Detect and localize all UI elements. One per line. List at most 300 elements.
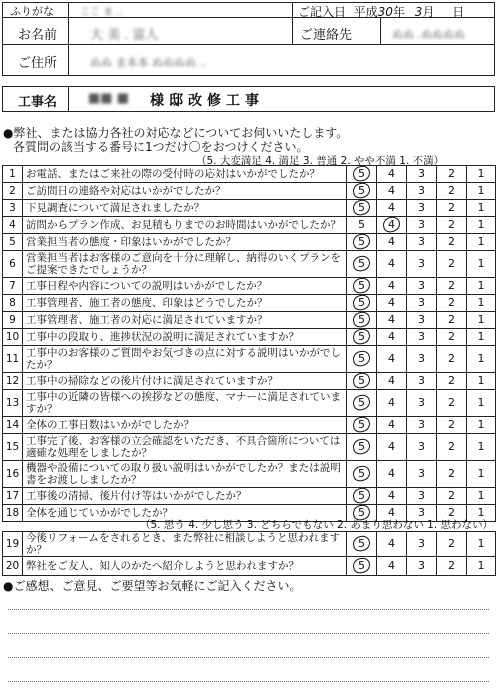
score-option-1[interactable] xyxy=(467,557,496,576)
score-label: 4 xyxy=(388,489,395,502)
question-text: 工事中の段取り、進捗状況の説明に満足されていますか？ xyxy=(23,329,347,346)
score-label: 3 xyxy=(418,257,425,270)
score-label: 1 xyxy=(477,396,485,409)
score-option-5[interactable] xyxy=(347,312,377,329)
score-label: 4 xyxy=(388,467,395,480)
question-number: 12 xyxy=(3,373,23,390)
score-option-5[interactable] xyxy=(347,417,377,434)
score-option-1[interactable] xyxy=(467,200,496,217)
question-number: 15 xyxy=(3,434,23,461)
question-row xyxy=(3,183,496,200)
score-option-1[interactable] xyxy=(467,234,496,251)
question-number: 16 xyxy=(3,461,23,488)
score-option-2[interactable] xyxy=(437,295,467,312)
score-label: 4 xyxy=(388,537,395,550)
score-label: 4 xyxy=(388,235,395,248)
score-option-4[interactable] xyxy=(377,217,407,234)
score-label: 4 xyxy=(388,184,395,197)
score-label: 4 xyxy=(388,559,395,572)
work-name-label: 工事名 xyxy=(18,95,58,110)
score-label: 2 xyxy=(448,184,455,197)
selected-circle-mark xyxy=(351,312,371,329)
question-text: 工事管理者、施工者の態度、印象はどうでしたか？ xyxy=(23,295,347,312)
score-option-1[interactable] xyxy=(467,166,496,183)
question-text: 工事管理者、施工者の対応に満足されていますか？ xyxy=(23,312,347,329)
date-label: ご記入日 xyxy=(298,5,347,19)
score-option-4[interactable] xyxy=(377,557,407,576)
question-row xyxy=(3,312,496,329)
score-label: 2 xyxy=(448,257,455,270)
score-label: 5 xyxy=(358,374,365,387)
question-row xyxy=(3,532,496,557)
header-vline-label xyxy=(68,2,69,76)
score-label: 2 xyxy=(448,467,455,480)
date-month: 3 xyxy=(414,5,423,19)
questions-table xyxy=(2,165,496,522)
score-label: 4 xyxy=(388,218,395,231)
score-option-4[interactable] xyxy=(377,295,407,312)
question-row xyxy=(3,295,496,312)
comment-line xyxy=(8,657,489,658)
score-label: 1 xyxy=(477,235,485,248)
question-text: 全体を通じていかがでしたか？ xyxy=(23,505,347,522)
selected-circle-mark xyxy=(351,254,371,272)
score-option-5[interactable] xyxy=(347,461,377,488)
score-label: 5 xyxy=(358,506,365,519)
contact-label: ご連絡先 xyxy=(300,28,353,43)
score-option-2[interactable] xyxy=(437,217,467,234)
score-label: 1 xyxy=(477,218,485,231)
question-row xyxy=(3,217,496,234)
score-label: 1 xyxy=(477,201,485,214)
question-text: 工事中の近隣の皆様への挨拶などの態度、マナーに満足されていますか？ xyxy=(23,390,347,417)
score-option-5[interactable] xyxy=(347,390,377,417)
score-label: 5 xyxy=(358,218,365,231)
question-number: 10 xyxy=(3,329,23,346)
score-option-3[interactable] xyxy=(407,488,437,505)
score-option-3[interactable] xyxy=(407,329,437,346)
score-label: 3 xyxy=(418,352,425,365)
score-label: 3 xyxy=(418,559,425,572)
intro-scale: （5. 大変満足 4. 満足 3. 普通 2. やや不満 1. 不満） xyxy=(196,155,445,167)
question-number: 9 xyxy=(3,312,23,329)
score-label: 5 xyxy=(358,257,365,270)
question-text: 営業担当者の態度・印象はいかがでしたか？ xyxy=(23,234,347,251)
score-label: 1 xyxy=(477,374,485,387)
score-label: 3 xyxy=(418,296,425,309)
score-label: 3 xyxy=(418,440,425,453)
score-option-1[interactable] xyxy=(467,295,496,312)
score-option-2[interactable] xyxy=(437,166,467,183)
score-option-1[interactable] xyxy=(467,183,496,200)
score-option-2[interactable] xyxy=(437,434,467,461)
score-option-1[interactable] xyxy=(467,217,496,234)
score-option-1[interactable] xyxy=(467,278,496,295)
score-label: 2 xyxy=(448,559,455,572)
score-label: 4 xyxy=(388,418,395,431)
score-label: 2 xyxy=(448,235,455,248)
comments-label: ●ご感想、ご意見、ご要望等お気軽にご記入ください。 xyxy=(3,579,302,593)
score-option-1[interactable] xyxy=(467,373,496,390)
score-label: 3 xyxy=(418,396,425,409)
score-option-4[interactable] xyxy=(377,417,407,434)
score-label: 1 xyxy=(477,279,485,292)
score-option-2[interactable] xyxy=(437,373,467,390)
score-option-5[interactable] xyxy=(347,217,377,234)
score-option-2[interactable] xyxy=(437,251,467,278)
score-option-5[interactable] xyxy=(347,200,377,217)
comment-line xyxy=(8,681,489,682)
score-option-4[interactable] xyxy=(377,251,407,278)
score-label: 2 xyxy=(448,506,455,519)
score-option-4[interactable] xyxy=(377,373,407,390)
score-option-3[interactable] xyxy=(407,251,437,278)
score-label: 3 xyxy=(418,279,425,292)
score-label: 1 xyxy=(477,296,485,309)
question-number: 20 xyxy=(3,557,23,576)
score-option-4[interactable] xyxy=(377,488,407,505)
score-option-4[interactable] xyxy=(377,234,407,251)
score-label: 5 xyxy=(358,235,365,248)
score-label: 4 xyxy=(388,257,395,270)
score-option-2[interactable] xyxy=(437,557,467,576)
score-option-1[interactable] xyxy=(467,417,496,434)
score-label: 3 xyxy=(418,201,425,214)
score-label: 1 xyxy=(477,467,485,480)
score-label: 1 xyxy=(477,559,485,572)
score-label: 4 xyxy=(388,296,395,309)
selected-circle-mark xyxy=(351,557,371,575)
question-number: 2 xyxy=(3,183,23,200)
question-row xyxy=(3,417,496,434)
score-option-5[interactable] xyxy=(347,251,377,278)
score-label: 1 xyxy=(477,489,485,502)
comments-box[interactable] xyxy=(2,591,495,697)
score-label: 1 xyxy=(477,537,485,550)
score-option-3[interactable] xyxy=(407,295,437,312)
score-option-5[interactable] xyxy=(347,295,377,312)
score-label: 2 xyxy=(448,218,455,231)
date-field xyxy=(298,3,464,20)
score-label: 1 xyxy=(477,440,485,453)
score-label: 5 xyxy=(358,313,365,326)
score-option-3[interactable] xyxy=(407,434,437,461)
score-label: 1 xyxy=(477,313,485,326)
score-option-5[interactable] xyxy=(347,346,377,373)
question-number: 19 xyxy=(3,532,23,557)
selected-circle-mark xyxy=(351,417,371,434)
question-text: 営業担当者はお客様のご意向を十分に理解し、納得のいくプランをご提案できたでしょうか？ xyxy=(23,251,347,278)
question-number: 17 xyxy=(3,488,23,505)
score-label: 2 xyxy=(448,279,455,292)
selected-circle-mark xyxy=(351,373,371,390)
score-label: 5 xyxy=(358,352,365,365)
score-option-2[interactable] xyxy=(437,532,467,557)
score-label: 3 xyxy=(418,418,425,431)
selected-circle-mark xyxy=(351,534,371,552)
question-row xyxy=(3,329,496,346)
score-label: 5 xyxy=(358,467,365,480)
score-option-2[interactable] xyxy=(437,488,467,505)
score-label: 1 xyxy=(477,352,485,365)
score-label: 1 xyxy=(477,167,485,180)
selected-circle-mark xyxy=(351,349,371,367)
question-row xyxy=(3,234,496,251)
score-option-1[interactable] xyxy=(467,390,496,417)
header-vline-contact xyxy=(380,17,381,44)
score-label: 3 xyxy=(418,235,425,248)
score-label: 2 xyxy=(448,418,455,431)
question-text: 工事後の清掃、後片付け等はいかがでしたか？ xyxy=(23,488,347,505)
comment-line xyxy=(8,609,489,610)
score-label: 4 xyxy=(388,279,395,292)
score-option-4[interactable] xyxy=(377,346,407,373)
score-label: 4 xyxy=(388,313,395,326)
header-vline-date xyxy=(292,2,293,44)
score-option-3[interactable] xyxy=(407,217,437,234)
question-text: 全体の工事日数はいかがでしたか？ xyxy=(23,417,347,434)
score-option-4[interactable] xyxy=(377,532,407,557)
question-number: 14 xyxy=(3,417,23,434)
score-option-1[interactable] xyxy=(467,488,496,505)
name-label: お名前 xyxy=(18,28,58,43)
score-option-3[interactable] xyxy=(407,417,437,434)
score-label: 2 xyxy=(448,330,455,343)
score-option-4[interactable] xyxy=(377,390,407,417)
score-label: 5 xyxy=(358,201,365,214)
score-label: 3 xyxy=(418,313,425,326)
score-option-5[interactable] xyxy=(347,166,377,183)
score-option-3[interactable] xyxy=(407,532,437,557)
score-label: 3 xyxy=(418,184,425,197)
score-option-1[interactable] xyxy=(467,312,496,329)
score-label: 3 xyxy=(418,167,425,180)
question-text: 訪問からプラン作成、お見積もりまでのお時間はいかがでしたか？ xyxy=(23,217,347,234)
score-option-1[interactable] xyxy=(467,329,496,346)
score-option-5[interactable] xyxy=(347,532,377,557)
score-option-3[interactable] xyxy=(407,183,437,200)
question-text: 工事中のお客様のご質問やお気づきの点に対する説明はいかがでしたか？ xyxy=(23,346,347,373)
question-number: 18 xyxy=(3,505,23,522)
score-label: 3 xyxy=(418,218,425,231)
question-number: 7 xyxy=(3,278,23,295)
score-option-4[interactable] xyxy=(377,329,407,346)
score-option-4[interactable] xyxy=(377,183,407,200)
score-label: 4 xyxy=(388,330,395,343)
score-option-5[interactable] xyxy=(347,488,377,505)
score-label: 3 xyxy=(418,489,425,502)
question-number: 13 xyxy=(3,390,23,417)
score-option-5[interactable] xyxy=(347,183,377,200)
furigana-label: ふりがな xyxy=(10,5,54,18)
score-label: 1 xyxy=(477,257,485,270)
question-number: 3 xyxy=(3,200,23,217)
question-text: 下見調査について満足されましたか？ xyxy=(23,200,347,217)
score-label: 5 xyxy=(358,296,365,309)
score-option-2[interactable] xyxy=(437,312,467,329)
score-label: 3 xyxy=(418,537,425,550)
score-option-1[interactable] xyxy=(467,346,496,373)
score-option-2[interactable] xyxy=(437,329,467,346)
intro-line-2: 各質問の該当する番号に1つだけ〇をおつけください。 xyxy=(13,140,309,154)
score-option-2[interactable] xyxy=(437,183,467,200)
score-label: 4 xyxy=(388,374,395,387)
score-label: 2 xyxy=(448,296,455,309)
score-option-5[interactable] xyxy=(347,329,377,346)
question-number: 8 xyxy=(3,295,23,312)
score-label: 2 xyxy=(448,396,455,409)
score-label: 5 xyxy=(358,279,365,292)
question-text: 機器や設備についての取り扱い説明はいかがでしたか？または説明書をお渡ししましたか？ xyxy=(23,461,347,488)
comment-line xyxy=(8,633,489,634)
selected-circle-mark xyxy=(351,278,371,295)
score-label: 4 xyxy=(388,506,395,519)
score-label: 5 xyxy=(358,418,365,431)
question-text: 工事日程や内容についての説明はいかがでしたか？ xyxy=(23,278,347,295)
score-label: 2 xyxy=(448,352,455,365)
work-name-divider xyxy=(68,86,69,112)
selected-circle-mark xyxy=(351,464,371,482)
question-row xyxy=(3,278,496,295)
score-option-1[interactable] xyxy=(467,532,496,557)
question-text: 弊社をご友人、知人のかたへ紹介しようと思われますか？ xyxy=(23,557,347,576)
question-row xyxy=(3,251,496,278)
score-option-2[interactable] xyxy=(437,346,467,373)
question-number: 4 xyxy=(3,217,23,234)
score-option-3[interactable] xyxy=(407,390,437,417)
score-option-3[interactable] xyxy=(407,200,437,217)
header-divider-2 xyxy=(2,44,495,45)
selected-circle-mark xyxy=(351,329,371,346)
score-label: 5 xyxy=(358,396,365,409)
question-number: 6 xyxy=(3,251,23,278)
score-option-4[interactable] xyxy=(377,166,407,183)
furigana-value: ここ ま .. xyxy=(80,7,123,18)
score-option-5[interactable] xyxy=(347,373,377,390)
selected-circle-mark xyxy=(351,200,371,217)
question-number: 11 xyxy=(3,346,23,373)
contact-value: ぬぬ .ぬぬぬぬ xyxy=(392,28,465,41)
score-option-5[interactable] xyxy=(347,278,377,295)
score-option-5[interactable] xyxy=(347,434,377,461)
score-label: 1 xyxy=(477,330,485,343)
questions-table-2 xyxy=(2,531,496,576)
question-row xyxy=(3,488,496,505)
score-label: 4 xyxy=(388,201,395,214)
score-label: 3 xyxy=(418,330,425,343)
score-label: 2 xyxy=(448,489,455,502)
work-name-masked: ■■ ■ xyxy=(88,91,129,106)
score-label: 4 xyxy=(388,440,395,453)
score-label: 2 xyxy=(448,167,455,180)
question-row xyxy=(3,346,496,373)
score-option-4[interactable] xyxy=(377,278,407,295)
score-label: 3 xyxy=(418,506,425,519)
score-label: 2 xyxy=(448,313,455,326)
question-row xyxy=(3,434,496,461)
score-option-3[interactable] xyxy=(407,278,437,295)
scale-2: （5. 思う 4. 少し思う 3. どちらでもない 2. あまり思わない 1. 思わない） xyxy=(140,519,494,531)
selected-circle-mark xyxy=(351,295,371,312)
score-option-1[interactable] xyxy=(467,461,496,488)
question-row xyxy=(3,461,496,488)
address-value: ぬぬ ま本本 ぬぬぬぬ .. xyxy=(90,56,207,69)
score-option-1[interactable] xyxy=(467,434,496,461)
score-label: 4 xyxy=(388,352,395,365)
question-text: 今後リフォームをされるとき、また弊社に相談しようと思われますか？ xyxy=(23,532,347,557)
selected-circle-mark xyxy=(351,234,371,251)
name-value: 大 美 . 富人 xyxy=(90,28,159,43)
score-option-2[interactable] xyxy=(437,461,467,488)
date-day-suffix: 日 xyxy=(452,5,465,19)
question-row xyxy=(3,557,496,576)
date-year-suffix: 年 xyxy=(392,5,405,19)
question-text: 工事完了後、お客様の立会確認をいただき、不具合箇所については適確な処理をしましたか？ xyxy=(23,434,347,461)
question-text: 工事中の掃除などの後片付けに満足されていますか？ xyxy=(23,373,347,390)
date-month-suffix: 月 xyxy=(422,5,435,19)
score-option-3[interactable] xyxy=(407,557,437,576)
score-option-4[interactable] xyxy=(377,461,407,488)
score-option-2[interactable] xyxy=(437,200,467,217)
score-option-2[interactable] xyxy=(437,390,467,417)
question-text: ご訪問日の連絡や対応はいかがでしたか？ xyxy=(23,183,347,200)
date-era: 平成 xyxy=(353,5,378,19)
score-label: 4 xyxy=(388,167,395,180)
score-label: 5 xyxy=(358,537,365,550)
question-number: 1 xyxy=(3,166,23,183)
score-label: 4 xyxy=(388,396,395,409)
selected-circle-mark xyxy=(381,217,401,234)
score-option-4[interactable] xyxy=(377,312,407,329)
score-label: 2 xyxy=(448,440,455,453)
score-option-5[interactable] xyxy=(347,234,377,251)
selected-circle-mark xyxy=(351,488,371,505)
score-option-4[interactable] xyxy=(377,200,407,217)
score-option-5[interactable] xyxy=(347,557,377,576)
score-label: 2 xyxy=(448,537,455,550)
score-option-3[interactable] xyxy=(407,166,437,183)
score-label: 5 xyxy=(358,559,365,572)
score-label: 5 xyxy=(358,167,365,180)
work-name-value: 様邸改修工事 xyxy=(150,93,264,109)
date-year: 30 xyxy=(377,5,393,19)
selected-circle-mark xyxy=(351,166,371,183)
score-label: 5 xyxy=(358,489,365,502)
score-label: 2 xyxy=(448,374,455,387)
question-text: お電話、またはご来社の際の受付時の応対はいかがでしたか？ xyxy=(23,166,347,183)
score-option-2[interactable] xyxy=(437,234,467,251)
score-option-3[interactable] xyxy=(407,312,437,329)
score-option-3[interactable] xyxy=(407,373,437,390)
score-option-3[interactable] xyxy=(407,461,437,488)
score-label: 2 xyxy=(448,201,455,214)
score-label: 5 xyxy=(358,184,365,197)
score-option-4[interactable] xyxy=(377,434,407,461)
score-option-2[interactable] xyxy=(437,417,467,434)
score-label: 5 xyxy=(358,440,365,453)
question-row xyxy=(3,373,496,390)
score-option-3[interactable] xyxy=(407,346,437,373)
selected-circle-mark xyxy=(351,183,371,200)
score-option-1[interactable] xyxy=(467,251,496,278)
question-number: 5 xyxy=(3,234,23,251)
score-option-2[interactable] xyxy=(437,278,467,295)
question-row xyxy=(3,166,496,183)
score-label: 3 xyxy=(418,374,425,387)
question-row xyxy=(3,200,496,217)
address-label: ご住所 xyxy=(18,56,58,71)
score-option-3[interactable] xyxy=(407,234,437,251)
